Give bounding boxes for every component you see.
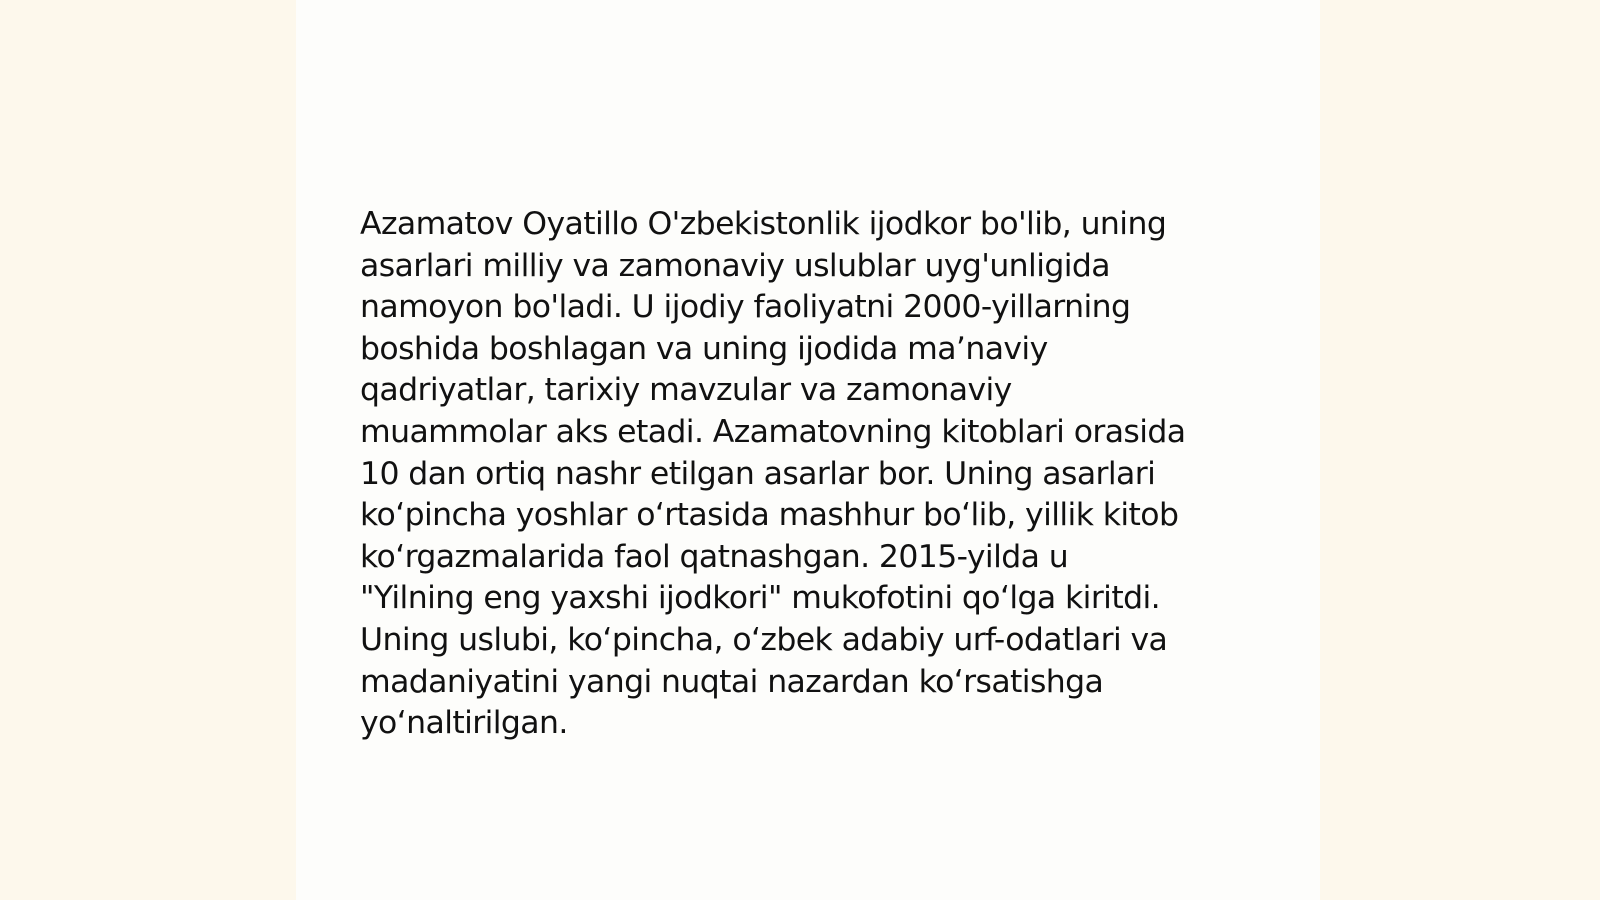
body-paragraph: Azamatov Oyatillo O'zbekistonlik ijodkor bo'lib, uning asarlari milliy va zamonaviy uslublar uyg'unligida namoyon bo'ladi. U ijodiy faoliyatni 2000-yillarning boshida boshlagan va uning ijodida ma’naviy qadriyatlar, tarixiy mavzular va zamonaviy muammolar aks etadi. Azamatovning kitoblari orasida 10 dan ortiq nashr etilgan asarlar bor. Uning asarlari ko‘pincha yoshlar o‘rtasida mashhur bo‘lib, yillik kitob ko‘rgazmalarida faol qatnashgan. 2015-yilda u "Yilning eng yaxshi ijodkori" mukofotini qo‘lga kiritdi. Uning uslubi, ko‘pincha, o‘zbek adabiy urf-odatlari va madaniyatini yangi nuqtai nazardan ko‘rsatishga yo‘naltirilgan.: [360, 206, 1186, 742]
document-page: [296, 0, 1320, 900]
